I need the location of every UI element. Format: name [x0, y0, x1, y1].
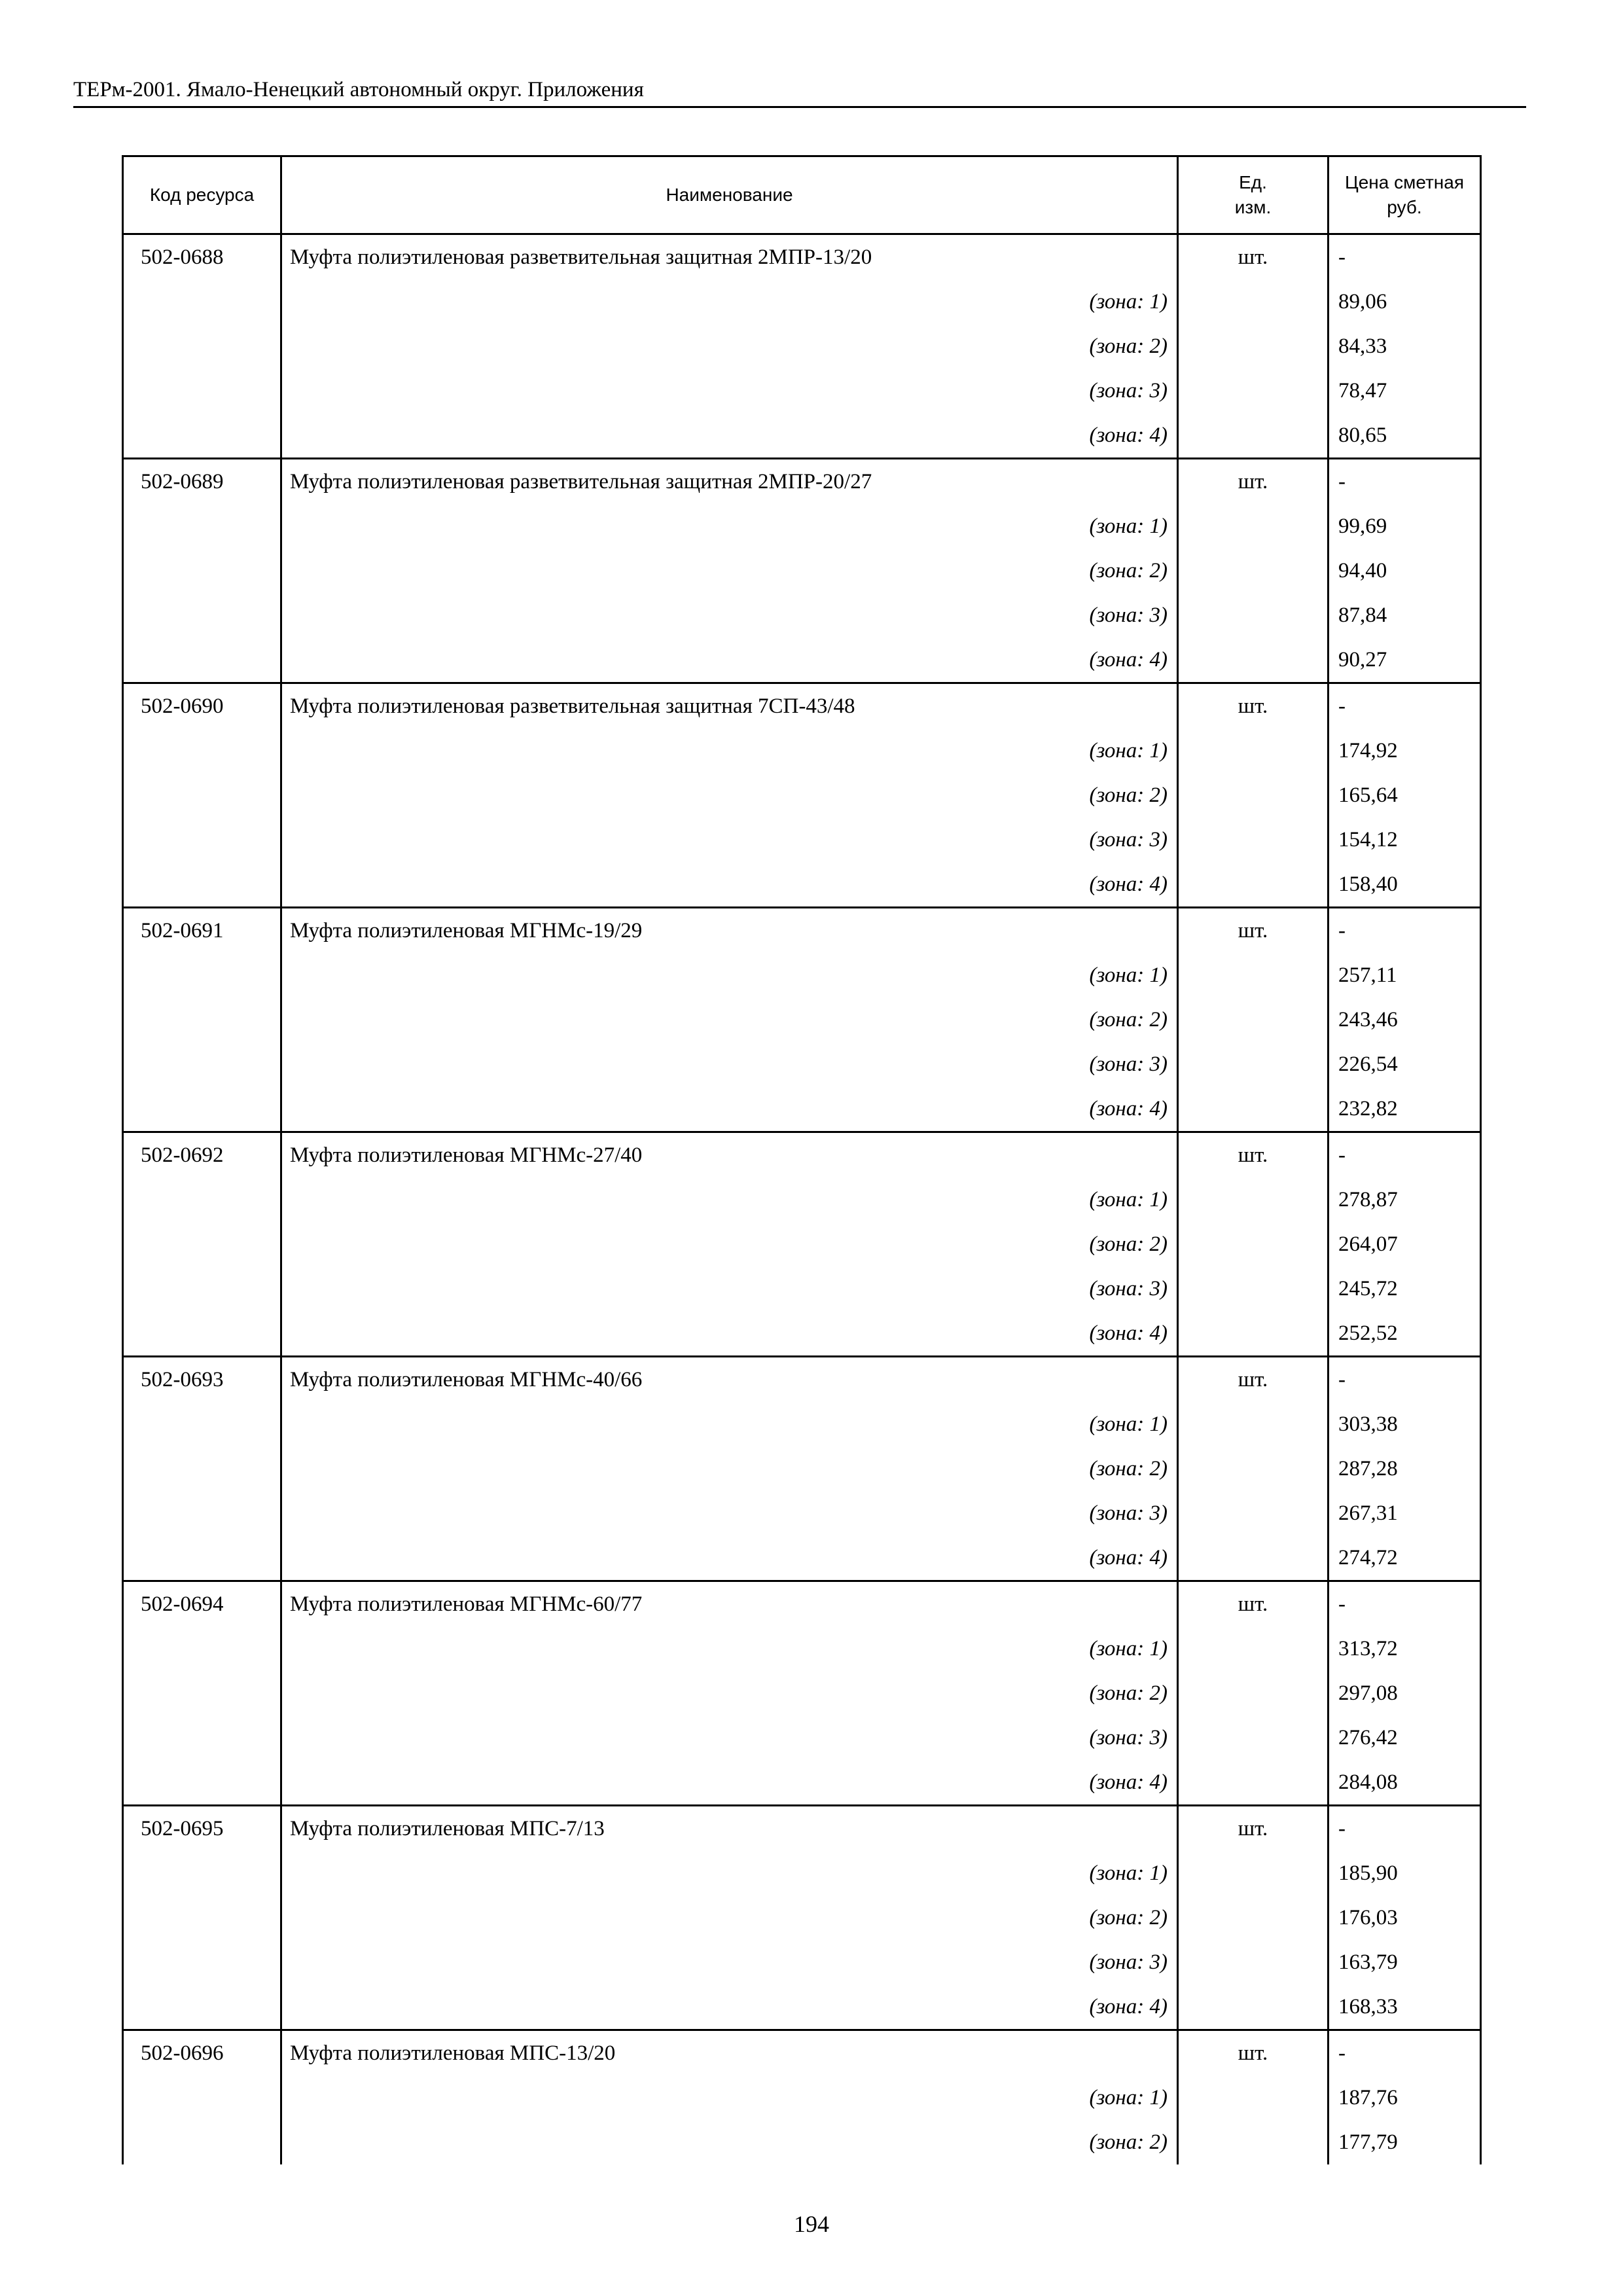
zone-label: (зона: 2): [281, 1895, 1178, 1940]
zone-price: 226,54: [1329, 1042, 1481, 1086]
zone-price: 297,08: [1329, 1671, 1481, 1715]
unit-of-measure: шт.: [1178, 1132, 1329, 1178]
zone-price-row: [123, 1984, 1481, 2030]
zone-price-row: [123, 1266, 1481, 1311]
zone-price: 257,11: [1329, 953, 1481, 997]
zone-label: (зона: 1): [281, 279, 1178, 324]
zone-price: 185,90: [1329, 1851, 1481, 1895]
empty-unit-cell: [1178, 862, 1329, 908]
resource-name: Муфта полиэтиленовая МГНМс-19/29: [281, 908, 1178, 954]
zone-price-row: [123, 728, 1481, 773]
empty-unit-cell: [1178, 1895, 1329, 1940]
zone-price: 313,72: [1329, 1626, 1481, 1671]
zone-label: (зона: 3): [281, 1940, 1178, 1984]
zone-price: 158,40: [1329, 862, 1481, 908]
zone-price: 87,84: [1329, 593, 1481, 637]
zone-label: (зона: 3): [281, 593, 1178, 637]
zone-price: 274,72: [1329, 1535, 1481, 1581]
zone-label: (зона: 2): [281, 548, 1178, 593]
empty-unit-cell: [1178, 1940, 1329, 1984]
unit-of-measure: шт.: [1178, 1806, 1329, 1852]
zone-price-row: [123, 1535, 1481, 1581]
zone-price-row: [123, 773, 1481, 817]
empty-unit-cell: [1178, 1760, 1329, 1806]
zone-label: (зона: 2): [281, 2120, 1178, 2164]
empty-code-cell: [123, 2075, 281, 2120]
zone-price: 232,82: [1329, 1086, 1481, 1132]
empty-unit-cell: [1178, 1446, 1329, 1491]
column-header-price-line1: Цена сметная: [1344, 172, 1464, 192]
zone-label: (зона: 3): [281, 1715, 1178, 1760]
empty-unit-cell: [1178, 773, 1329, 817]
empty-code-cell: [123, 1266, 281, 1311]
empty-unit-cell: [1178, 1715, 1329, 1760]
zone-label: (зона: 3): [281, 1266, 1178, 1311]
zone-label: (зона: 1): [281, 504, 1178, 548]
zone-price-row: [123, 1311, 1481, 1357]
zone-label: (зона: 3): [281, 1491, 1178, 1535]
empty-unit-cell: [1178, 1177, 1329, 1222]
resource-name: Муфта полиэтиленовая разветвительная защитная 7СП-43/48: [281, 683, 1178, 729]
empty-unit-cell: [1178, 1311, 1329, 1357]
empty-unit-cell: [1178, 637, 1329, 683]
unit-of-measure: шт.: [1178, 683, 1329, 729]
zone-price: 165,64: [1329, 773, 1481, 817]
zone-price-row: [123, 1446, 1481, 1491]
unit-of-measure: шт.: [1178, 1581, 1329, 1627]
empty-unit-cell: [1178, 1266, 1329, 1311]
resource-code: 502-0691: [123, 908, 281, 954]
empty-unit-cell: [1178, 817, 1329, 862]
base-price: -: [1329, 1581, 1481, 1627]
table-row: [123, 683, 1481, 729]
column-header-price: [1329, 156, 1481, 234]
empty-code-cell: [123, 1086, 281, 1132]
zone-price: 163,79: [1329, 1940, 1481, 1984]
empty-code-cell: [123, 413, 281, 459]
empty-code-cell: [123, 728, 281, 773]
zone-price: 278,87: [1329, 1177, 1481, 1222]
zone-price: 177,79: [1329, 2120, 1481, 2164]
zone-price: 90,27: [1329, 637, 1481, 683]
column-header-unit-line1: Ед.: [1239, 172, 1267, 192]
zone-price-row: [123, 1222, 1481, 1266]
empty-unit-cell: [1178, 1222, 1329, 1266]
zone-price-row: [123, 2075, 1481, 2120]
resource-code: 502-0695: [123, 1806, 281, 1852]
table-body: [123, 234, 1481, 2165]
resource-name: Муфта полиэтиленовая МГНМс-27/40: [281, 1132, 1178, 1178]
zone-price-row: [123, 1760, 1481, 1806]
zone-label: (зона: 4): [281, 1086, 1178, 1132]
empty-code-cell: [123, 773, 281, 817]
unit-of-measure: шт.: [1178, 908, 1329, 954]
zone-price-row: [123, 1086, 1481, 1132]
zone-label: (зона: 4): [281, 1760, 1178, 1806]
zone-price: 243,46: [1329, 997, 1481, 1042]
empty-unit-cell: [1178, 953, 1329, 997]
resource-name: Муфта полиэтиленовая разветвительная защитная 2МПР-20/27: [281, 459, 1178, 505]
table-row: [123, 1132, 1481, 1178]
empty-code-cell: [123, 1535, 281, 1581]
zone-label: (зона: 2): [281, 773, 1178, 817]
zone-price: 303,38: [1329, 1402, 1481, 1446]
base-price: -: [1329, 683, 1481, 729]
zone-label: (зона: 3): [281, 817, 1178, 862]
resource-code: 502-0688: [123, 234, 281, 280]
resource-code: 502-0693: [123, 1357, 281, 1403]
empty-code-cell: [123, 1984, 281, 2030]
zone-label: (зона: 2): [281, 1446, 1178, 1491]
zone-price-row: [123, 1402, 1481, 1446]
empty-unit-cell: [1178, 548, 1329, 593]
zone-price: 264,07: [1329, 1222, 1481, 1266]
empty-code-cell: [123, 548, 281, 593]
empty-unit-cell: [1178, 504, 1329, 548]
zone-price-row: [123, 279, 1481, 324]
empty-code-cell: [123, 637, 281, 683]
empty-code-cell: [123, 1895, 281, 1940]
base-price: -: [1329, 459, 1481, 505]
zone-price: 80,65: [1329, 413, 1481, 459]
unit-of-measure: шт.: [1178, 2030, 1329, 2076]
zone-price: 99,69: [1329, 504, 1481, 548]
table-row: [123, 1581, 1481, 1627]
zone-label: (зона: 1): [281, 1402, 1178, 1446]
zone-label: (зона: 1): [281, 953, 1178, 997]
empty-code-cell: [123, 324, 281, 368]
zone-price-row: [123, 2120, 1481, 2164]
empty-unit-cell: [1178, 279, 1329, 324]
zone-price-row: [123, 997, 1481, 1042]
zone-price-row: [123, 862, 1481, 908]
page-header: ТЕРм-2001. Ямало-Ненецкий автономный округ. Приложения: [73, 73, 1526, 108]
table-header-row: [123, 156, 1481, 234]
empty-unit-cell: [1178, 1086, 1329, 1132]
zone-price-row: [123, 1715, 1481, 1760]
empty-code-cell: [123, 1402, 281, 1446]
column-header-unit-line2: изм.: [1234, 197, 1272, 217]
zone-price-row: [123, 1671, 1481, 1715]
resource-code: 502-0689: [123, 459, 281, 505]
zone-label: (зона: 4): [281, 1311, 1178, 1357]
empty-code-cell: [123, 1940, 281, 1984]
resource-name: Муфта полиэтиленовая МГНМс-60/77: [281, 1581, 1178, 1627]
empty-unit-cell: [1178, 1042, 1329, 1086]
zone-label: (зона: 4): [281, 413, 1178, 459]
column-header-name: [281, 156, 1178, 234]
empty-unit-cell: [1178, 1671, 1329, 1715]
empty-code-cell: [123, 1042, 281, 1086]
zone-price-row: [123, 1626, 1481, 1671]
empty-unit-cell: [1178, 324, 1329, 368]
empty-code-cell: [123, 953, 281, 997]
zone-label: (зона: 1): [281, 1851, 1178, 1895]
resource-code: 502-0690: [123, 683, 281, 729]
table-row: [123, 234, 1481, 280]
empty-code-cell: [123, 1446, 281, 1491]
base-price: -: [1329, 1132, 1481, 1178]
table-row: [123, 1806, 1481, 1852]
empty-code-cell: [123, 1222, 281, 1266]
zone-price: 276,42: [1329, 1715, 1481, 1760]
table-row: [123, 459, 1481, 505]
zone-price: 252,52: [1329, 1311, 1481, 1357]
zone-price-row: [123, 1940, 1481, 1984]
resource-name: Муфта полиэтиленовая МГНМс-40/66: [281, 1357, 1178, 1403]
column-header-code: [123, 156, 281, 234]
column-header-name-label: Наименование: [666, 185, 793, 205]
zone-price: 168,33: [1329, 1984, 1481, 2030]
zone-label: (зона: 1): [281, 728, 1178, 773]
empty-code-cell: [123, 1626, 281, 1671]
empty-unit-cell: [1178, 368, 1329, 413]
zone-label: (зона: 2): [281, 997, 1178, 1042]
zone-label: (зона: 2): [281, 1222, 1178, 1266]
zone-price: 245,72: [1329, 1266, 1481, 1311]
zone-price: 287,28: [1329, 1446, 1481, 1491]
empty-unit-cell: [1178, 2075, 1329, 2120]
zone-label: (зона: 1): [281, 2075, 1178, 2120]
empty-code-cell: [123, 2120, 281, 2164]
resource-code: 502-0692: [123, 1132, 281, 1178]
empty-code-cell: [123, 862, 281, 908]
zone-price-row: [123, 413, 1481, 459]
base-price: -: [1329, 908, 1481, 954]
column-header-code-label: Код ресурса: [149, 185, 255, 205]
empty-code-cell: [123, 1851, 281, 1895]
empty-code-cell: [123, 1311, 281, 1357]
empty-code-cell: [123, 817, 281, 862]
empty-code-cell: [123, 1671, 281, 1715]
zone-price-row: [123, 1177, 1481, 1222]
unit-of-measure: шт.: [1178, 1357, 1329, 1403]
base-price: -: [1329, 234, 1481, 280]
resource-code: 502-0694: [123, 1581, 281, 1627]
zone-price: 176,03: [1329, 1895, 1481, 1940]
resource-code: 502-0696: [123, 2030, 281, 2076]
zone-label: (зона: 4): [281, 1984, 1178, 2030]
zone-price-row: [123, 1491, 1481, 1535]
empty-unit-cell: [1178, 413, 1329, 459]
zone-price-row: [123, 368, 1481, 413]
zone-price-row: [123, 953, 1481, 997]
empty-unit-cell: [1178, 1851, 1329, 1895]
price-table: [122, 155, 1482, 2164]
empty-unit-cell: [1178, 2120, 1329, 2164]
empty-code-cell: [123, 997, 281, 1042]
zone-price-row: [123, 593, 1481, 637]
empty-unit-cell: [1178, 997, 1329, 1042]
empty-unit-cell: [1178, 1984, 1329, 2030]
zone-label: (зона: 4): [281, 862, 1178, 908]
base-price: -: [1329, 1357, 1481, 1403]
zone-price: 94,40: [1329, 548, 1481, 593]
empty-unit-cell: [1178, 1402, 1329, 1446]
empty-code-cell: [123, 504, 281, 548]
zone-price-row: [123, 1851, 1481, 1895]
empty-unit-cell: [1178, 593, 1329, 637]
zone-label: (зона: 4): [281, 1535, 1178, 1581]
zone-price: 78,47: [1329, 368, 1481, 413]
empty-code-cell: [123, 1491, 281, 1535]
unit-of-measure: шт.: [1178, 234, 1329, 280]
empty-code-cell: [123, 279, 281, 324]
resource-name: Муфта полиэтиленовая разветвительная защитная 2МПР-13/20: [281, 234, 1178, 280]
zone-price-row: [123, 324, 1481, 368]
zone-label: (зона: 3): [281, 1042, 1178, 1086]
zone-price: 84,33: [1329, 324, 1481, 368]
zone-price-row: [123, 1042, 1481, 1086]
zone-price-row: [123, 504, 1481, 548]
zone-price-row: [123, 637, 1481, 683]
zone-price-row: [123, 548, 1481, 593]
zone-price-row: [123, 1895, 1481, 1940]
column-header-unit: [1178, 156, 1329, 234]
column-header-price-line2: руб.: [1387, 197, 1422, 217]
empty-unit-cell: [1178, 1535, 1329, 1581]
table-row: [123, 1357, 1481, 1403]
zone-price: 187,76: [1329, 2075, 1481, 2120]
empty-code-cell: [123, 1177, 281, 1222]
empty-unit-cell: [1178, 728, 1329, 773]
zone-price: 174,92: [1329, 728, 1481, 773]
zone-label: (зона: 2): [281, 324, 1178, 368]
zone-price: 154,12: [1329, 817, 1481, 862]
base-price: -: [1329, 2030, 1481, 2076]
unit-of-measure: шт.: [1178, 459, 1329, 505]
resource-name: Муфта полиэтиленовая МПС-13/20: [281, 2030, 1178, 2076]
empty-unit-cell: [1178, 1626, 1329, 1671]
zone-price: 267,31: [1329, 1491, 1481, 1535]
zone-label: (зона: 3): [281, 368, 1178, 413]
empty-code-cell: [123, 1760, 281, 1806]
empty-code-cell: [123, 1715, 281, 1760]
page-number: 194: [794, 2211, 829, 2237]
zone-label: (зона: 1): [281, 1626, 1178, 1671]
zone-price-row: [123, 817, 1481, 862]
table-row: [123, 908, 1481, 954]
zone-price: 89,06: [1329, 279, 1481, 324]
zone-label: (зона: 4): [281, 637, 1178, 683]
table-row: [123, 2030, 1481, 2076]
zone-price: 284,08: [1329, 1760, 1481, 1806]
empty-unit-cell: [1178, 1491, 1329, 1535]
resource-name: Муфта полиэтиленовая МПС-7/13: [281, 1806, 1178, 1852]
zone-label: (зона: 2): [281, 1671, 1178, 1715]
empty-code-cell: [123, 368, 281, 413]
empty-code-cell: [123, 593, 281, 637]
zone-label: (зона: 1): [281, 1177, 1178, 1222]
base-price: -: [1329, 1806, 1481, 1852]
